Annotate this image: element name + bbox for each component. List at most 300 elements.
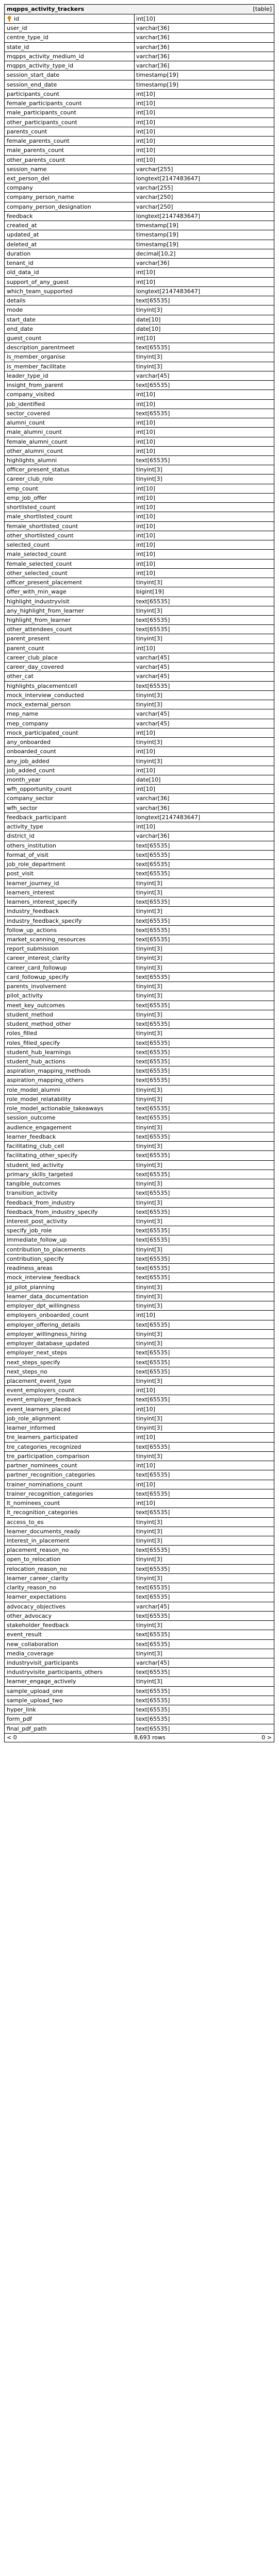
column-type: tinyint[3]: [134, 362, 162, 371]
column-name: post_visit: [7, 870, 34, 877]
column-type: text[65535]: [134, 1470, 170, 1479]
column-row: [5, 118, 274, 127]
column-type: varchar[45]: [134, 653, 169, 662]
column-name: mock_interview_conducted: [7, 691, 84, 699]
column-row: [5, 1367, 274, 1377]
column-row: [5, 296, 274, 306]
column-row: [5, 1592, 274, 1602]
column-row: [5, 165, 274, 174]
column-name: details: [7, 297, 26, 304]
column-row: [5, 1386, 274, 1395]
column-row: [5, 287, 274, 296]
column-name: hyper_link: [7, 1706, 36, 1714]
column-type: text[65535]: [134, 869, 170, 878]
column-row: [5, 897, 274, 907]
column-name: month_year: [7, 776, 41, 783]
column-type: tinyint[3]: [134, 1161, 162, 1170]
column-row: [5, 202, 274, 212]
column-name: duration: [7, 250, 31, 257]
column-name: learner_informed: [7, 1425, 56, 1432]
column-name: format_of_visit: [7, 851, 48, 858]
column-type: tinyint[3]: [134, 1649, 162, 1658]
column-type: varchar[36]: [134, 61, 169, 70]
column-row: [5, 1151, 274, 1160]
column-type: tinyint[3]: [134, 879, 162, 888]
column-row: [5, 334, 274, 343]
column-row: [5, 822, 274, 832]
column-name: tre_categories_recognized: [7, 1443, 81, 1450]
column-name: which_team_supported: [7, 287, 73, 295]
column-row: [5, 127, 274, 137]
column-name: employer_dpt_willingness: [7, 1302, 80, 1310]
column-row: [5, 1010, 274, 1020]
column-row: [5, 738, 274, 747]
column-name: card_followup_specify: [7, 973, 69, 980]
column-type: varchar[36]: [134, 43, 169, 52]
column-row: [5, 531, 274, 540]
column-type: tinyint[3]: [134, 1555, 162, 1564]
column-name: other_attendees_count: [7, 626, 72, 633]
column-type: text[65535]: [134, 935, 170, 944]
column-name: industry_feedback: [7, 908, 59, 915]
column-type: int[10]: [134, 822, 155, 831]
column-type: tinyint[3]: [134, 606, 162, 615]
column-type: int[10]: [134, 400, 155, 409]
column-name: description_parentmeet: [7, 344, 75, 351]
column-name: form_pdf: [7, 1716, 32, 1723]
column-type: tinyint[3]: [134, 944, 162, 953]
column-type: text[65535]: [134, 1066, 170, 1075]
column-type: text[65535]: [134, 1039, 170, 1047]
column-type: varchar[45]: [134, 672, 169, 681]
column-name: activity_type: [7, 823, 43, 831]
column-row: [5, 794, 274, 803]
column-row: [5, 926, 274, 935]
column-name: learner_career_clarity: [7, 1574, 69, 1582]
column-type: timestamp[19]: [134, 80, 178, 89]
column-name: learner_documents_ready: [7, 1528, 80, 1535]
column-type: text[65535]: [134, 616, 170, 624]
column-name: access_to_es: [7, 1518, 44, 1526]
column-name: roles_filled: [7, 1030, 37, 1037]
column-type: int[10]: [134, 1405, 155, 1414]
column-name: centre_type_id: [7, 34, 48, 41]
column-type: tinyint[3]: [134, 757, 162, 766]
column-type: tinyint[3]: [134, 474, 162, 483]
column-type: text[65535]: [134, 1235, 170, 1244]
column-name: meet_key_outcomes: [7, 1002, 65, 1009]
column-type: tinyint[3]: [134, 465, 162, 474]
column-name: alumni_count: [7, 419, 45, 427]
column-name: female_selected_count: [7, 560, 72, 567]
column-row: [5, 390, 274, 399]
column-name: trainer_recognition_categories: [7, 1490, 93, 1497]
column-type: text[65535]: [134, 381, 170, 389]
column-name: others_institution: [7, 842, 57, 849]
column-name: highlight_industryvisit: [7, 598, 70, 605]
column-name: facilitating_club_cell: [7, 1143, 64, 1150]
column-name: wfh_opportunity_count: [7, 786, 72, 793]
column-type: tinyint[3]: [134, 1536, 162, 1545]
column-name: lt_recognition_categories: [7, 1509, 78, 1516]
column-name: mock_participated_count: [7, 729, 78, 736]
column-row: [5, 512, 274, 521]
column-type: text[65535]: [134, 1367, 170, 1376]
column-type: varchar[45]: [134, 719, 169, 728]
column-type: int[10]: [134, 99, 155, 108]
column-type: text[65535]: [134, 1705, 170, 1714]
column-name: feedback_from_industry: [7, 1199, 75, 1206]
column-row: [5, 1508, 274, 1517]
column-name: transition_activity: [7, 1190, 58, 1197]
column-name: role_model_actionable_takeaways: [7, 1105, 104, 1112]
column-row: [5, 757, 274, 766]
column-name: learner_expectations: [7, 1594, 67, 1601]
column-name: student_led_activity: [7, 1161, 64, 1168]
column-row: [5, 907, 274, 916]
column-row: [5, 888, 274, 897]
column-type: tinyint[3]: [134, 1677, 162, 1686]
column-name: male_parents_count: [7, 147, 64, 154]
column-row: [5, 747, 274, 756]
column-name: emp_count: [7, 485, 38, 492]
column-type: text[65535]: [134, 1057, 170, 1066]
column-type: longtext[2147483647]: [134, 174, 200, 183]
column-type: text[65535]: [134, 1640, 170, 1649]
column-row: [5, 944, 274, 954]
column-row: [5, 1696, 274, 1705]
column-name: sector_covered: [7, 410, 50, 417]
column-type: tinyint[3]: [134, 1527, 162, 1536]
column-type: int[10]: [134, 418, 155, 427]
column-row: [5, 1555, 274, 1564]
column-row: [5, 851, 274, 860]
column-name: insight_from_parent: [7, 382, 63, 389]
column-name: mqpps_activity_type_id: [7, 62, 74, 70]
column-row: [5, 1583, 274, 1592]
column-type: tinyint[3]: [134, 1245, 162, 1254]
column-row: [5, 1161, 274, 1170]
column-name: mep_company: [7, 720, 48, 727]
column-row: [5, 954, 274, 963]
column-row: [5, 1461, 274, 1470]
column-row: [5, 1311, 274, 1320]
column-row: [5, 991, 274, 1001]
column-name: support_of_any_guest: [7, 278, 69, 285]
column-name: state_id: [7, 43, 29, 50]
column-row: [5, 1217, 274, 1226]
column-type: bigint[19]: [134, 587, 164, 596]
column-name: aspiration_mapping_methods: [7, 1067, 91, 1075]
column-type: tinyint[3]: [134, 634, 162, 643]
column-name: other_selected_count: [7, 569, 68, 577]
column-name: is_member_organise: [7, 353, 65, 361]
column-row: [5, 522, 274, 531]
column-name: other_alumni_count: [7, 447, 63, 454]
column-type: int[10]: [134, 334, 155, 343]
column-row: [5, 973, 274, 982]
column-row: [5, 1546, 274, 1555]
column-row: [5, 1320, 274, 1330]
column-name: created_at: [7, 222, 37, 229]
column-type: text[65535]: [134, 1320, 170, 1329]
column-name: event_employers_count: [7, 1387, 75, 1394]
row-count: 8,693 rows: [134, 1734, 166, 1741]
column-type: int[10]: [134, 118, 155, 127]
column-name: updated_at: [7, 231, 39, 239]
column-name: follow_up_actions: [7, 926, 57, 934]
column-type: text[65535]: [134, 1546, 170, 1554]
column-row: [5, 503, 274, 512]
column-type: text[65535]: [134, 1443, 170, 1451]
column-type: tinyint[3]: [134, 1123, 162, 1132]
column-name: employer_next_steps: [7, 1349, 67, 1357]
column-name: company_person_designation: [7, 203, 91, 210]
column-type: text[65535]: [134, 1508, 170, 1517]
column-type: varchar[36]: [134, 24, 169, 32]
column-row: [5, 1255, 274, 1264]
column-type: int[10]: [134, 127, 155, 136]
column-type: text[65535]: [134, 1189, 170, 1197]
column-name: tre_learners_participated: [7, 1434, 78, 1441]
column-type: text[65535]: [134, 1151, 170, 1160]
column-row: [5, 240, 274, 249]
column-type: int[10]: [134, 268, 155, 277]
column-row: [5, 1001, 274, 1010]
column-row: [5, 1602, 274, 1612]
column-name: market_scanning_resources: [7, 936, 86, 943]
column-name: male_selected_count: [7, 551, 67, 558]
column-type: text[65535]: [134, 1020, 170, 1028]
column-row: [5, 1330, 274, 1339]
column-type: tinyint[3]: [134, 1452, 162, 1461]
column-type: int[10]: [134, 447, 155, 455]
column-name: company_visited: [7, 391, 55, 398]
column-name: aspiration_mapping_others: [7, 1077, 84, 1084]
column-name: old_data_id: [7, 269, 39, 276]
column-type: varchar[255]: [134, 183, 173, 192]
column-name: student_method: [7, 1011, 54, 1018]
column-name: is_member_facilitate: [7, 363, 66, 370]
primary-key-icon: [7, 16, 12, 22]
column-type: tinyint[3]: [134, 1198, 162, 1207]
column-name: parents_count: [7, 128, 47, 135]
column-row: [5, 1612, 274, 1621]
column-name: shortlisted_count: [7, 504, 56, 511]
column-name: event_result: [7, 1631, 42, 1638]
column-type: text[65535]: [134, 1565, 170, 1573]
column-type: tinyint[3]: [134, 1339, 162, 1348]
column-name: learners_interest: [7, 889, 55, 896]
column-type: timestamp[19]: [134, 221, 178, 230]
column-row: [5, 1029, 274, 1038]
column-row: [5, 1433, 274, 1442]
column-row: [5, 33, 274, 42]
column-row: [5, 597, 274, 606]
column-type: varchar[250]: [134, 193, 173, 201]
column-row: [5, 212, 274, 221]
table-name: mqpps_activity_trackers: [7, 6, 85, 12]
column-name: mep_name: [7, 710, 39, 718]
column-row: [5, 80, 274, 90]
column-type: text[65535]: [134, 1358, 170, 1367]
column-row: [5, 1414, 274, 1423]
column-type: varchar[45]: [134, 1602, 169, 1611]
column-type: text[65535]: [134, 897, 170, 906]
column-row: [5, 24, 274, 33]
column-name: next_steps_specify: [7, 1359, 60, 1366]
column-row: [5, 813, 274, 822]
column-type: varchar[250]: [134, 202, 173, 211]
column-type: text[65535]: [134, 860, 170, 869]
column-row: [5, 400, 274, 409]
column-name: readiness_areas: [7, 1265, 53, 1272]
column-name: female_parents_count: [7, 138, 70, 145]
column-type: tinyint[3]: [134, 1086, 162, 1094]
column-row: [5, 474, 274, 484]
column-type: int[10]: [134, 560, 155, 568]
column-type: text[65535]: [134, 917, 170, 925]
column-name: industryvisite_participants_others: [7, 1669, 103, 1676]
column-name: career_club_role: [7, 476, 54, 483]
column-row: [5, 1132, 274, 1142]
column-type: text[65535]: [134, 1048, 170, 1057]
column-type: text[65535]: [134, 409, 170, 418]
column-row: [5, 1189, 274, 1198]
column-type: text[65535]: [134, 1612, 170, 1620]
column-row: [5, 1677, 274, 1686]
column-row: [5, 174, 274, 183]
column-type: text[65535]: [134, 1715, 170, 1723]
column-row: [5, 766, 274, 775]
column-name: parent_count: [7, 645, 44, 652]
column-name: id: [14, 15, 20, 22]
column-type: tinyint[3]: [134, 982, 162, 991]
column-name: contribution_specify: [7, 1255, 64, 1262]
column-row: [5, 578, 274, 587]
column-type: tinyint[3]: [134, 1621, 162, 1630]
column-name: job_role_alignment: [7, 1415, 61, 1422]
column-type: int[10]: [134, 503, 155, 512]
column-type: text[65535]: [134, 1226, 170, 1235]
column-row: [5, 371, 274, 381]
column-row: [5, 1170, 274, 1179]
column-row: [5, 1057, 274, 1066]
column-type: date[10]: [134, 325, 160, 333]
column-name: parents_involvement: [7, 983, 67, 990]
column-type: text[65535]: [134, 1001, 170, 1010]
column-name: company: [7, 184, 33, 192]
column-type: tinyint[3]: [134, 1377, 162, 1385]
column-row: [5, 1715, 274, 1724]
column-type: tinyint[3]: [134, 888, 162, 897]
column-name: tenant_id: [7, 260, 34, 267]
column-name: student_hub_learnings: [7, 1048, 71, 1056]
column-name: session_start_date: [7, 72, 60, 79]
column-name: primary_skills_targeted: [7, 1171, 73, 1178]
column-row: [5, 775, 274, 785]
column-name: district_id: [7, 833, 35, 840]
column-name: roles_filled_specify: [7, 1039, 60, 1046]
column-row: [5, 587, 274, 597]
column-name: other_parents_count: [7, 156, 65, 163]
column-type: tinyint[3]: [134, 700, 162, 709]
column-type: tinyint[3]: [134, 1179, 162, 1188]
column-type: int[10]: [134, 437, 155, 446]
column-name: partner_nominees_count: [7, 1462, 77, 1469]
column-row: [5, 935, 274, 944]
column-row: [5, 137, 274, 146]
column-type: text[65535]: [134, 1696, 170, 1705]
column-name: male_alumni_count: [7, 429, 62, 436]
column-type: text[65535]: [134, 926, 170, 935]
column-row: [5, 108, 274, 117]
column-name: report_submission: [7, 945, 59, 953]
column-type: tinyint[3]: [134, 1029, 162, 1038]
column-row: [5, 634, 274, 643]
column-name: advocacy_objectives: [7, 1603, 65, 1610]
column-row: [5, 1518, 274, 1527]
column-type: int[10]: [134, 156, 155, 164]
table-header: [5, 5, 274, 14]
column-name: stakeholder_feedback: [7, 1622, 69, 1629]
column-row: [5, 315, 274, 325]
column-name: user_id: [7, 25, 27, 32]
column-row: [5, 1358, 274, 1367]
column-name: job_role_department: [7, 861, 65, 868]
column-type: int[10]: [134, 494, 155, 502]
column-name: employer_database_updated: [7, 1340, 89, 1347]
column-name: pilot_activity: [7, 992, 43, 999]
column-name: other_cat: [7, 673, 34, 680]
column-name: learner_feedback: [7, 1133, 56, 1140]
column-name: session_name: [7, 165, 47, 173]
column-name: officer_present_status: [7, 466, 70, 473]
table-footer: [5, 1734, 274, 1742]
column-name: mock_interview_feedback: [7, 1274, 80, 1281]
column-type: text[65535]: [134, 1489, 170, 1498]
column-row: [5, 52, 274, 61]
column-type: timestamp[19]: [134, 71, 178, 79]
column-type: varchar[36]: [134, 33, 169, 42]
column-type: text[65535]: [134, 682, 170, 690]
column-row: [5, 1668, 274, 1677]
column-name: male_shortlisted_count: [7, 513, 73, 520]
column-type: tinyint[3]: [134, 1301, 162, 1310]
column-type: varchar[45]: [134, 709, 169, 718]
column-type: int[10]: [134, 531, 155, 540]
column-row: [5, 1301, 274, 1311]
column-row: [5, 1066, 274, 1076]
column-row: [5, 1630, 274, 1639]
column-name: company_sector: [7, 795, 54, 802]
column-row: [5, 1470, 274, 1480]
column-type: int[10]: [134, 522, 155, 531]
column-name: other_participants_count: [7, 118, 77, 126]
column-row: [5, 1113, 274, 1123]
column-row: [5, 1283, 274, 1292]
column-name: feedback_from_industry_specify: [7, 1208, 98, 1215]
column-row: [5, 437, 274, 447]
column-type: text[65535]: [134, 1113, 170, 1122]
column-name: specify_job_role: [7, 1227, 52, 1234]
column-name: relocation_reason_no: [7, 1565, 67, 1572]
column-type: text[65535]: [134, 1170, 170, 1179]
column-type: tinyint[3]: [134, 1574, 162, 1583]
column-row: [5, 644, 274, 653]
column-name: sample_upload_one: [7, 1687, 63, 1694]
column-name: onboarded_count: [7, 748, 56, 755]
